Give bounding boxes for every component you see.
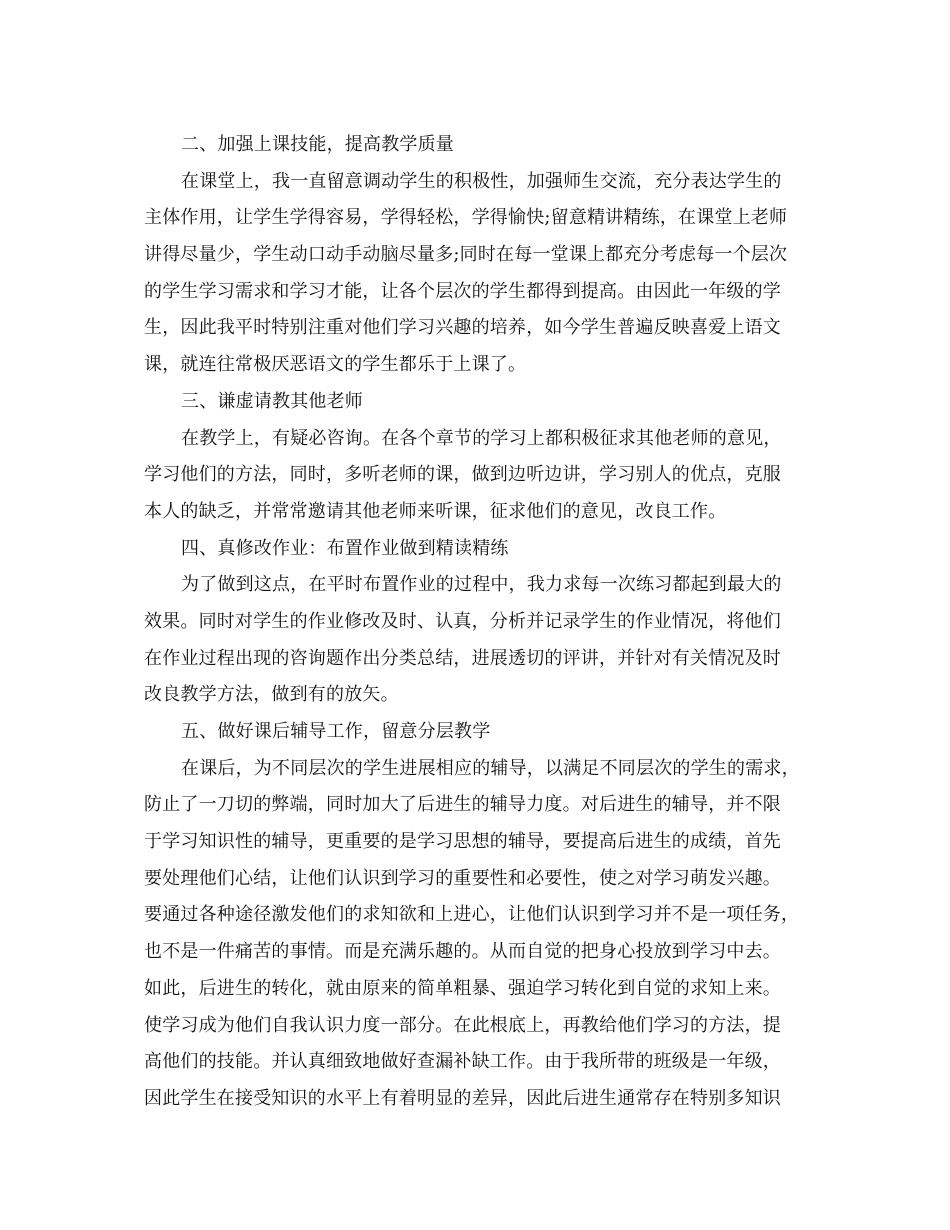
section-heading-4: 四、真修改作业：布置作业做到精读精练 [181, 537, 509, 559]
paragraph-line: 的学生学习需求和学习才能，让各个层次的学生都得到提高。由因此一年级的学 [144, 280, 781, 302]
paragraph-line: 高他们的技能。并认真细致地做好查漏补缺工作。由于我所带的班级是一年级， [144, 1051, 781, 1073]
paragraph-line: 为了做到这点，在平时布置作业的过程中，我力求每一次练习都起到最大的 [181, 574, 782, 596]
paragraph-line: 要处理他们心结，让他们认识到学习的重要性和必要性，使之对学习萌发兴趣。 [144, 867, 781, 889]
paragraph-line: 在教学上，有疑必咨询。在各个章节的学习上都积极征求其他老师的意见， [181, 427, 782, 449]
section-heading-3: 三、谦虚请教其他老师 [181, 390, 363, 412]
paragraph-line: 要通过各种途径激发他们的求知欲和上进心，让他们认识到学习并不是一项任务， [144, 904, 800, 926]
paragraph-line: 如此，后进生的转化，就由原来的简单粗暴、强迫学习转化到自觉的求知上来。 [144, 977, 781, 999]
section-heading-5: 五、做好课后辅导工作，留意分层教学 [181, 721, 491, 742]
paragraph-line: 防止了一刀切的弊端，同时加大了后进生的辅导力度。对后进生的辅导，并不限 [144, 794, 781, 816]
paragraph-line: 效果。同时对学生的作业修改及时、认真，分析并记录学生的作业情况，将他们 [144, 610, 781, 632]
paragraph-line: 讲得尽量少，学生动口动手动脑尽量多;同时在每一堂课上都充分考虑每一个层次 [144, 244, 788, 266]
section-heading-2: 二、加强上课技能，提高教学质量 [181, 134, 454, 155]
paragraph-line: 本人的缺乏，并常常邀请其他老师来听课，征求他们的意见，改良工作。 [144, 500, 727, 522]
paragraph-line: 在课堂上，我一直留意调动学生的积极性，加强师生交流，充分表达学生的 [181, 170, 782, 192]
paragraph-line: 因此学生在接受知识的水平上有着明显的差异，因此后进生通常存在特别多知识 [144, 1087, 781, 1109]
paragraph-line: 使学习成为他们自我认识力度一部分。在此根底上，再教给他们学习的方法，提 [144, 1014, 781, 1036]
paragraph-line: 生，因此我平时特别注重对他们学习兴趣的培养，如今学生普遍反映喜爱上语文 [144, 317, 781, 339]
paragraph-line: 于学习知识性的辅导，更重要的是学习思想的辅导，要提高后进生的成绩，首先 [144, 831, 781, 853]
paragraph-line: 在课后，为不同层次的学生进展相应的辅导，以满足不同层次的学生的需求， [181, 757, 800, 779]
paragraph-line: 也不是一件痛苦的事情。而是充满乐趣的。从而自觉的把身心投放到学习中去。 [144, 941, 781, 963]
paragraph-line: 主体作用，让学生学得容易，学得轻松，学得愉快;留意精讲精练，在课堂上老师 [144, 207, 788, 229]
paragraph-line: 学习他们的方法，同时，多听老师的课，做到边听边讲，学习别人的优点，克服 [144, 464, 781, 486]
document-body [144, 127, 804, 1118]
paragraph-line: 改良教学方法，做到有的放矢。 [144, 684, 399, 706]
paragraph-line: 在作业过程出现的咨询题作出分类总结，进展透切的评讲，并针对有关情况及时 [144, 647, 781, 669]
paragraph-line: 课，就连往常极厌恶语文的学生都乐于上课了。 [144, 354, 527, 376]
